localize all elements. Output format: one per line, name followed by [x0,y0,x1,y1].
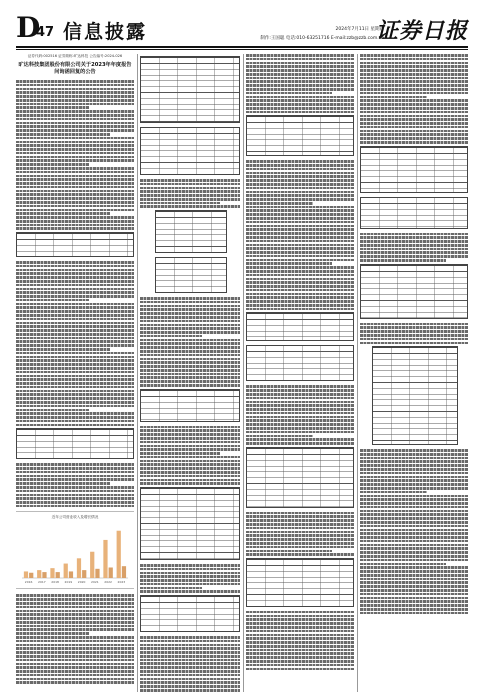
date-line: 2024年7月11日 星期四 [335,27,384,32]
column-divider [357,54,358,692]
column-1 [16,54,134,692]
chart-bar [50,569,54,579]
header-rule-thin [16,49,468,50]
chart-tick-label: 2019 [64,580,73,585]
chart-tick-label: 2017 [38,580,46,585]
data-table [360,197,468,229]
newspaper-logo: 证券日报 [375,18,468,44]
section-title: 信息披露 [63,21,148,43]
chart-bar [29,573,33,578]
data-table [246,558,354,607]
page-code: D [16,11,40,44]
chart-bar [37,571,41,579]
chart-plot [18,522,132,584]
data-table [155,257,227,293]
text-block-3 [16,463,134,507]
text-block-7 [140,426,240,485]
chart-bar [77,559,81,579]
chart-bar [64,564,68,578]
header-rule [16,46,468,48]
chart-bar [117,531,121,578]
data-table [246,312,354,341]
column-divider [243,54,244,692]
text-block-17 [360,323,468,345]
data-table [155,210,227,253]
data-table [246,345,354,381]
data-table [140,595,240,632]
chart-bar [42,573,46,579]
data-table [140,56,240,123]
data-table [140,487,240,560]
text-block-16 [360,233,468,262]
chart-bar [56,573,60,579]
column-2 [140,54,240,692]
text-block-18 [360,449,468,614]
text-block-1 [16,80,134,230]
masthead [0,0,484,48]
chart-bar [69,572,73,579]
column-3 [246,54,354,692]
text-block-14 [246,611,354,670]
text-block-2 [16,261,134,426]
data-table [360,264,468,319]
data-table [246,447,354,508]
chart-bar [122,567,126,579]
chart-bar [82,571,86,579]
chart-tick-label: 2018 [51,580,59,585]
revenue-chart [16,511,134,589]
chart-tick-label: 2021 [91,580,99,585]
text-block-6 [140,297,240,387]
notice-title: 旷达科技集团股份有限公司关于2023年年度报告问询函回复的公告 [18,62,132,75]
data-table [16,428,134,459]
notice-code-line: 证券代码:002516 证券简称:旷达科技 公告编号:2024-026 [27,54,123,58]
data-table [16,232,134,257]
chart-tick-label: 2023 [117,580,126,585]
chart-caption: 近年公司营业收入及增长情况 [51,515,99,520]
text-block-10 [246,54,354,113]
data-table [140,127,240,175]
contact-line: 制作:王国聪 电话:010-63251716 E-mail:zzb@zzb.com.cn [260,36,384,41]
column-4 [360,54,468,692]
text-block-11 [246,160,354,310]
text-block-13 [246,512,354,556]
chart-bar [24,572,28,579]
chart-bar [109,568,113,579]
text-block-12 [246,385,354,444]
text-block-9 [140,636,240,692]
text-block-5 [140,179,240,208]
text-block-15 [360,54,468,144]
data-table [140,389,240,422]
data-table [246,115,354,156]
column-divider [137,54,138,692]
page-number: 47 [36,25,55,40]
chart-tick-label: 2020 [77,580,86,585]
text-block-4 [16,594,134,684]
chart-bar [95,569,99,578]
data-table [360,146,468,193]
data-table [372,346,458,445]
chart-tick-label: 2022 [104,580,112,585]
chart-tick-label: 2016 [24,580,33,585]
text-block-8 [140,564,240,593]
chart-bar [90,552,94,578]
chart-bar [103,540,107,578]
